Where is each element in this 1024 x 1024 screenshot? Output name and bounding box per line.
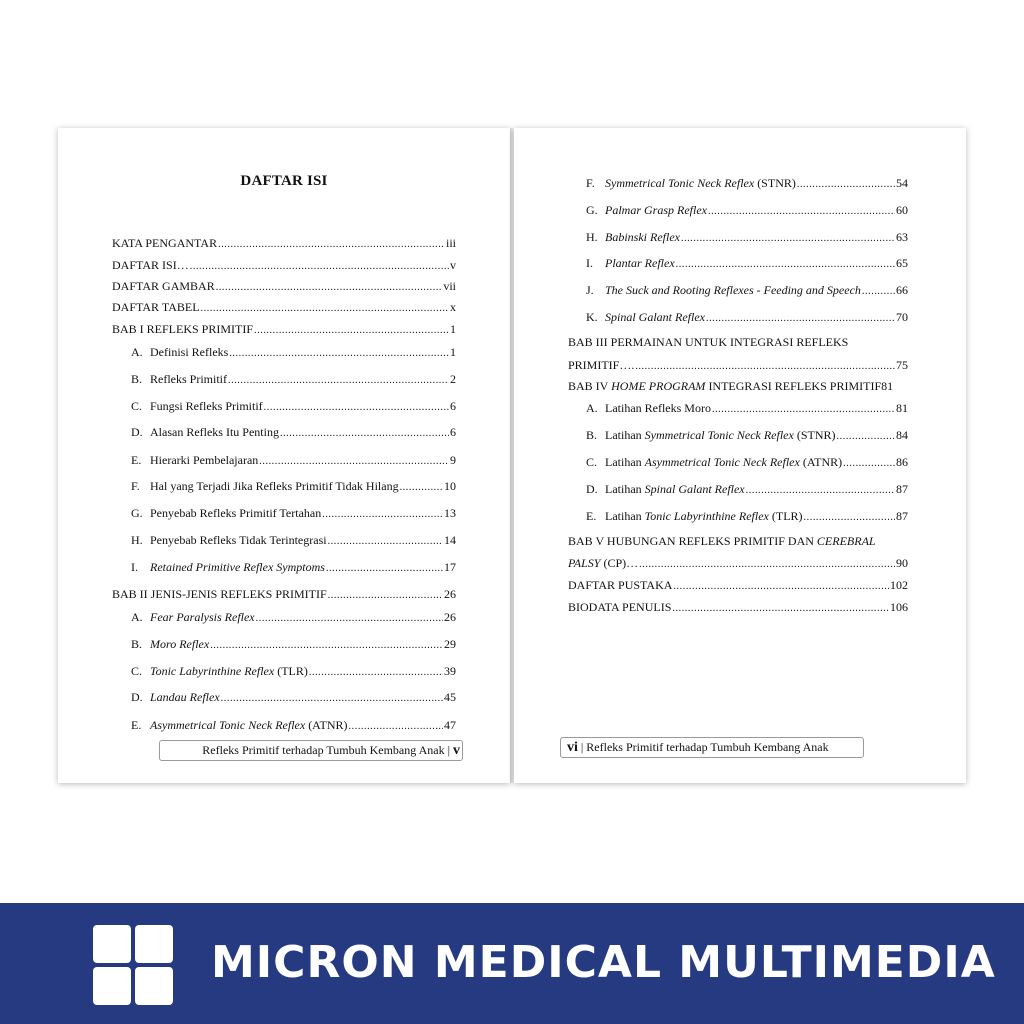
toc-page-number: 70 — [896, 310, 908, 324]
toc-entry-title: Latihan Spinal Galant Reflex — [605, 482, 745, 496]
toc-page-number: 66 — [896, 283, 908, 297]
toc-leader-dots — [218, 237, 445, 253]
toc-page-number: x — [450, 300, 456, 314]
toc-marker: D. — [586, 482, 598, 496]
toc-page-number: 45 — [444, 690, 456, 704]
toc-entry-title: DAFTAR TABEL — [112, 300, 200, 314]
toc-entry-title: Symmetrical Tonic Neck Reflex (STNR) — [605, 176, 796, 190]
toc-bab3-line2: PRIMITIF…. ..... 75 — [568, 357, 908, 373]
toc-leader-dots — [322, 507, 443, 523]
page-footer-left — [159, 740, 463, 761]
toc-entry — [131, 398, 456, 414]
toc-entry-title: Landau Reflex — [150, 690, 220, 704]
toc-entry — [131, 663, 456, 679]
toc-entry — [586, 454, 908, 470]
toc-entry — [112, 321, 456, 337]
toc-entry-title: Penyebab Refleks Primitif Tertahan — [150, 506, 322, 520]
toc-page-number: 87 — [896, 509, 908, 523]
toc-leader-dots — [259, 454, 449, 470]
toc-marker: G. — [131, 506, 143, 520]
toc-leader-dots — [190, 259, 449, 275]
toc-entry-title: Latihan Asymmetrical Tonic Neck Reflex (ATNR) — [605, 455, 843, 469]
toc-leader-dots — [201, 301, 449, 317]
toc-marker: C. — [131, 399, 143, 413]
brand-name: MICRON MEDICAL MULTIMEDIA — [211, 937, 996, 988]
toc-page-number: v — [450, 258, 456, 272]
toc-leader-dots — [256, 611, 443, 627]
toc-marker: F. — [131, 479, 140, 493]
footer-text: | Refleks Primitif terhadap Tumbuh Kembang Anak — [580, 740, 829, 754]
toc-bab5-line1: BAB V HUBUNGAN REFLEKS PRIMITIF DAN CEREBRAL — [568, 534, 876, 548]
toc-entry — [586, 427, 908, 443]
toc-marker: K. — [586, 310, 598, 324]
toc-marker: E. — [131, 718, 142, 732]
toc-leader-dots — [672, 601, 889, 617]
toc-leader-dots — [706, 311, 895, 327]
toc-entry — [131, 478, 456, 494]
toc-marker: I. — [131, 560, 138, 574]
toc-entry-title: BAB I REFLEKS PRIMITIF — [112, 322, 254, 336]
toc-entry — [112, 299, 456, 315]
toc-entry-title: Fungsi Refleks Primitif — [150, 399, 263, 413]
toc-page-number: 26 — [444, 610, 456, 624]
toc-page-number: 17 — [444, 560, 456, 574]
toc-marker: H. — [131, 533, 143, 547]
toc-page-number: vii — [443, 279, 456, 293]
toc-marker: B. — [586, 428, 598, 442]
toc-entry-title: Refleks Primitif — [150, 372, 227, 386]
toc-entry — [568, 577, 908, 593]
toc-page-number: 60 — [896, 203, 908, 217]
toc-entry-title: DAFTAR ISI… — [112, 258, 189, 272]
toc-entry — [586, 202, 908, 218]
toc-leader-dots — [228, 373, 449, 389]
toc-page-number: 9 — [450, 453, 456, 467]
toc-entry-title: Penyebab Refleks Tidak Terintegrasi — [150, 533, 327, 547]
toc-marker: E. — [586, 509, 597, 523]
left-page — [58, 128, 510, 783]
toc-page-number: 10 — [444, 479, 456, 493]
toc-entry-title: Latihan Symmetrical Tonic Neck Reflex (STNR) — [605, 428, 836, 442]
toc-bab5-line2: PALSY (CP)… ..... 90 — [568, 555, 908, 571]
toc-entry — [112, 257, 456, 273]
toc-entry — [112, 235, 456, 251]
toc-page-number: 102 — [890, 578, 908, 592]
toc-page-number: 81 — [896, 401, 908, 415]
toc-marker: B. — [131, 637, 143, 651]
toc-entry — [131, 689, 456, 705]
toc-entry-title: Latihan Tonic Labyrinthine Reflex (TLR) — [605, 509, 803, 523]
toc-marker: H. — [586, 230, 598, 244]
toc-leader-dots — [797, 177, 895, 193]
toc-page-number: 39 — [444, 664, 456, 678]
toc-marker: B. — [131, 372, 143, 386]
toc-leader-dots — [712, 402, 895, 418]
toc-leader-dots — [400, 480, 443, 496]
toc-marker: G. — [586, 203, 598, 217]
toc-entry — [131, 424, 456, 440]
toc-entry-title: BAB II JENIS-JENIS REFLEKS PRIMITIF — [112, 587, 327, 601]
toc-page-number: 1 — [450, 345, 456, 359]
toc-leader-dots — [254, 323, 449, 339]
toc-entry — [112, 586, 456, 602]
page-title: DAFTAR ISI — [240, 173, 328, 189]
toc-marker: A. — [131, 610, 143, 624]
toc-entry-title: Tonic Labyrinthine Reflex (TLR) — [150, 664, 308, 678]
toc-entry-title: BIODATA PENULIS — [568, 600, 672, 614]
toc-entry-title: Latihan Refleks Moro — [605, 401, 711, 415]
toc-marker: C. — [586, 455, 598, 469]
toc-page-number: 29 — [444, 637, 456, 651]
toc-leader-dots — [309, 665, 443, 681]
toc-leader-dots — [843, 456, 895, 472]
toc-marker: I. — [586, 256, 593, 270]
footer-text: Refleks Primitif terhadap Tumbuh Kembang Anak | — [202, 743, 450, 757]
toc-entry — [586, 175, 908, 191]
toc-page-number: 26 — [444, 587, 456, 601]
toc-entry — [586, 255, 908, 271]
toc-entry-title: Definisi Refleks — [150, 345, 229, 359]
toc-page-number: 6 — [450, 399, 456, 413]
right-page — [514, 128, 966, 783]
toc-leader-dots — [746, 483, 895, 499]
toc-entry — [586, 282, 908, 298]
toc-entry — [131, 609, 456, 625]
toc-entry-title: Plantar Reflex — [605, 256, 675, 270]
toc-leader-dots — [681, 231, 895, 247]
toc-entry — [131, 559, 456, 575]
toc-marker: D. — [131, 690, 143, 704]
toc-page-number: 54 — [896, 176, 908, 190]
toc-leader-dots — [229, 346, 449, 362]
toc-bab4: BAB IV HOME PROGRAM INTEGRASI REFLEKS PRIMITIF 81 — [568, 379, 894, 393]
toc-page-number: 1 — [450, 322, 456, 336]
toc-page-number: 6 — [450, 425, 456, 439]
toc-page-number: 86 — [896, 455, 908, 469]
toc-page-number: 65 — [896, 256, 908, 270]
toc-entry-title: Retained Primitive Reflex Symptoms — [150, 560, 325, 574]
toc-page-number: 47 — [444, 718, 456, 732]
footer-page-number: v — [453, 743, 460, 758]
toc-page-number: 2 — [450, 372, 456, 386]
toc-leader-dots — [708, 204, 895, 220]
toc-entry-title: Asymmetrical Tonic Neck Reflex (ATNR) — [150, 718, 348, 732]
toc-entry-title: DAFTAR GAMBAR — [112, 279, 215, 293]
toc-entry-title: Fear Paralysis Reflex — [150, 610, 255, 624]
toc-entry — [112, 278, 456, 294]
brand-banner — [0, 903, 1024, 1024]
toc-entry-title: Hierarki Pembelajaran — [150, 453, 259, 467]
toc-marker: A. — [586, 401, 598, 415]
toc-entry-title: Palmar Grasp Reflex — [605, 203, 707, 217]
toc-marker: C. — [131, 664, 143, 678]
page-footer-right — [560, 737, 864, 758]
toc-entry — [131, 505, 456, 521]
toc-entry — [568, 599, 908, 615]
toc-marker: A. — [131, 345, 143, 359]
toc-marker: D. — [131, 425, 143, 439]
toc-marker: J. — [586, 283, 594, 297]
toc-page-number: 63 — [896, 230, 908, 244]
toc-entry — [131, 452, 456, 468]
toc-entry-title: Spinal Galant Reflex — [605, 310, 705, 324]
toc-page-number: 13 — [444, 506, 456, 520]
toc-leader-dots — [676, 257, 895, 273]
toc-entry — [131, 532, 456, 548]
toc-entry — [131, 717, 456, 733]
toc-leader-dots — [326, 561, 443, 577]
four-squares-icon — [93, 925, 173, 1005]
toc-leader-dots — [837, 429, 895, 445]
toc-entry — [131, 636, 456, 652]
toc-entry-title: The Suck and Rooting Reflexes - Feeding and Speech — [605, 283, 861, 297]
toc-marker: F. — [586, 176, 595, 190]
toc-entry-title: DAFTAR PUSTAKA — [568, 578, 673, 592]
toc-entry-title: Babinski Reflex — [605, 230, 680, 244]
toc-leader-dots — [210, 638, 443, 654]
toc-leader-dots — [804, 510, 895, 526]
toc-entry-title: Moro Reflex — [150, 637, 210, 651]
toc-entry — [586, 229, 908, 245]
toc-page-number: 14 — [444, 533, 456, 547]
toc-leader-dots — [349, 719, 443, 735]
toc-leader-dots — [328, 534, 443, 550]
toc-marker: E. — [131, 453, 142, 467]
toc-entry-title: KATA PENGANTAR — [112, 236, 218, 250]
toc-leader-dots — [264, 400, 449, 416]
toc-entry-title: Hal yang Terjadi Jika Refleks Primitif Tidak Hilang — [150, 479, 399, 493]
toc-page-number: 87 — [896, 482, 908, 496]
toc-leader-dots — [221, 691, 443, 707]
toc-entry-title: Alasan Refleks Itu Penting — [150, 425, 279, 439]
toc-entry — [586, 481, 908, 497]
toc-entry — [131, 344, 456, 360]
toc-page-number: 106 — [890, 600, 908, 614]
toc-entry — [131, 371, 456, 387]
toc-entry — [586, 309, 908, 325]
footer-page-number: vi — [567, 740, 578, 755]
toc-entry — [586, 508, 908, 524]
toc-leader-dots — [280, 426, 449, 442]
toc-page-number: iii — [445, 236, 456, 250]
toc-leader-dots — [216, 280, 443, 296]
toc-bab3-line1: BAB III PERMAINAN UNTUK INTEGRASI REFLEKS — [568, 335, 849, 349]
toc-entry — [586, 400, 908, 416]
toc-leader-dots — [862, 284, 895, 300]
toc-leader-dots — [673, 579, 889, 595]
toc-page-number: 84 — [896, 428, 908, 442]
toc-leader-dots — [328, 588, 443, 604]
